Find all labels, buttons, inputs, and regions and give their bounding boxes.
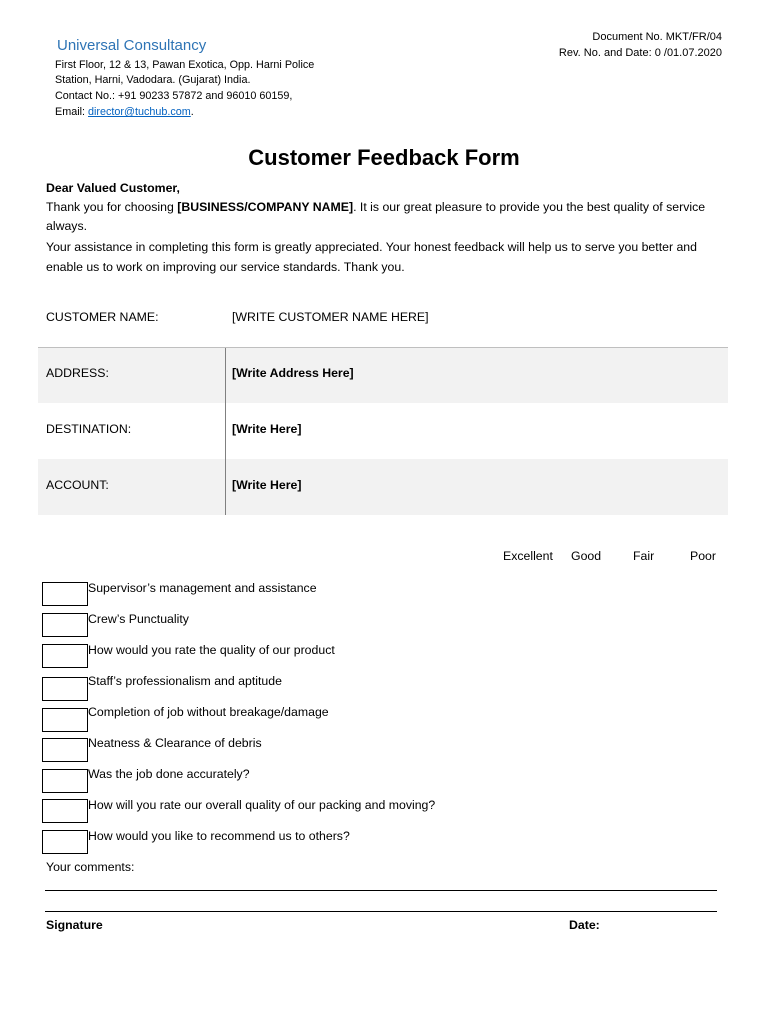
rating-checkbox[interactable] bbox=[42, 769, 88, 793]
revision-info: Rev. No. and Date: 0 /01.07.2020 bbox=[558, 47, 722, 59]
address-row-shade bbox=[38, 348, 728, 403]
rating-checkbox[interactable] bbox=[42, 613, 88, 637]
account-row-shade bbox=[38, 459, 728, 515]
question-row bbox=[0, 735, 768, 763]
question-text: How would you like to recommend us to others? bbox=[88, 828, 350, 843]
intro-line-1-prefix: Thank you for choosing bbox=[46, 200, 178, 214]
date-label: Date: bbox=[569, 918, 600, 932]
rating-checkbox[interactable] bbox=[42, 644, 88, 668]
rating-checkbox[interactable] bbox=[42, 582, 88, 606]
address-label: ADDRESS: bbox=[46, 366, 109, 380]
intro-line-3: Your assistance in completing this form is greatly appreciated. Your honest feedback will help us to serve you better and bbox=[46, 240, 697, 254]
question-text: How will you rate our overall quality of our packing and moving? bbox=[88, 797, 436, 812]
account-field[interactable]: [Write Here] bbox=[232, 478, 302, 492]
rating-excellent-header: Excellent bbox=[503, 549, 553, 563]
question-row bbox=[0, 582, 768, 607]
rating-checkbox[interactable] bbox=[42, 738, 88, 762]
question-row bbox=[0, 799, 768, 824]
intro-line-1-suffix: . It is our great pleasure to provide you the best quality of service bbox=[353, 200, 706, 214]
intro-line-2: always. bbox=[46, 219, 88, 233]
page-title: Customer Feedback Form bbox=[248, 145, 520, 170]
comment-line[interactable] bbox=[45, 890, 717, 891]
rating-checkbox[interactable] bbox=[42, 799, 88, 823]
question-row bbox=[0, 673, 768, 702]
rating-checkbox[interactable] bbox=[42, 708, 88, 732]
company-name: Universal Consultancy bbox=[57, 37, 207, 54]
rating-checkbox[interactable] bbox=[42, 830, 88, 854]
email-link[interactable]: director@tuchub.com bbox=[88, 106, 191, 118]
question-text: Neatness & Clearance of debris bbox=[88, 735, 262, 750]
customer-name-field[interactable]: [WRITE CUSTOMER NAME HERE] bbox=[232, 310, 429, 324]
document-number: Document No. MKT/FR/04 bbox=[592, 31, 722, 43]
intro-line-1 bbox=[46, 200, 705, 215]
destination-label: DESTINATION: bbox=[46, 422, 132, 436]
rating-poor-header: Poor bbox=[690, 549, 716, 563]
question-text: Supervisor’s management and assistance bbox=[88, 580, 317, 595]
signature-label: Signature bbox=[46, 918, 103, 932]
question-text: Completion of job without breakage/damage bbox=[88, 704, 329, 719]
question-text: Crew’s Punctuality bbox=[88, 611, 189, 626]
intro-line-4: enable us to work on improving our service standards. Thank you. bbox=[46, 260, 405, 274]
address-line-1: First Floor, 12 & 13, Pawan Exotica, Opp. Harni Police bbox=[55, 59, 315, 71]
email-label: Email: bbox=[55, 106, 88, 118]
question-row bbox=[0, 704, 768, 733]
address-field[interactable]: [Write Address Here] bbox=[232, 366, 354, 380]
comments-label: Your comments: bbox=[46, 860, 135, 874]
customer-name-label: CUSTOMER NAME: bbox=[46, 310, 159, 324]
account-label: ACCOUNT: bbox=[46, 478, 109, 492]
business-name-placeholder: [BUSINESS/COMPANY NAME] bbox=[177, 200, 354, 214]
question-row bbox=[0, 830, 768, 855]
email-line bbox=[55, 105, 194, 119]
question-row bbox=[0, 644, 768, 669]
table-column-divider bbox=[225, 348, 226, 515]
question-text: Staff’s professionalism and aptitude bbox=[88, 673, 282, 688]
question-text: How would you rate the quality of our product bbox=[88, 642, 335, 657]
rating-fair-header: Fair bbox=[633, 549, 655, 563]
salutation: Dear Valued Customer, bbox=[46, 181, 180, 195]
address-line-2: Station, Harni, Vadodara. (Gujarat) India. bbox=[55, 74, 251, 86]
comment-line[interactable] bbox=[45, 911, 717, 912]
question-row bbox=[0, 613, 768, 638]
rating-good-header: Good bbox=[571, 549, 602, 563]
email-suffix: . bbox=[190, 106, 194, 118]
question-row bbox=[0, 766, 768, 794]
destination-field[interactable]: [Write Here] bbox=[232, 422, 302, 436]
rating-checkbox[interactable] bbox=[42, 677, 88, 701]
contact-line: Contact No.: +91 90233 57872 and 96010 60159, bbox=[55, 90, 293, 102]
question-text: Was the job done accurately? bbox=[88, 766, 250, 781]
